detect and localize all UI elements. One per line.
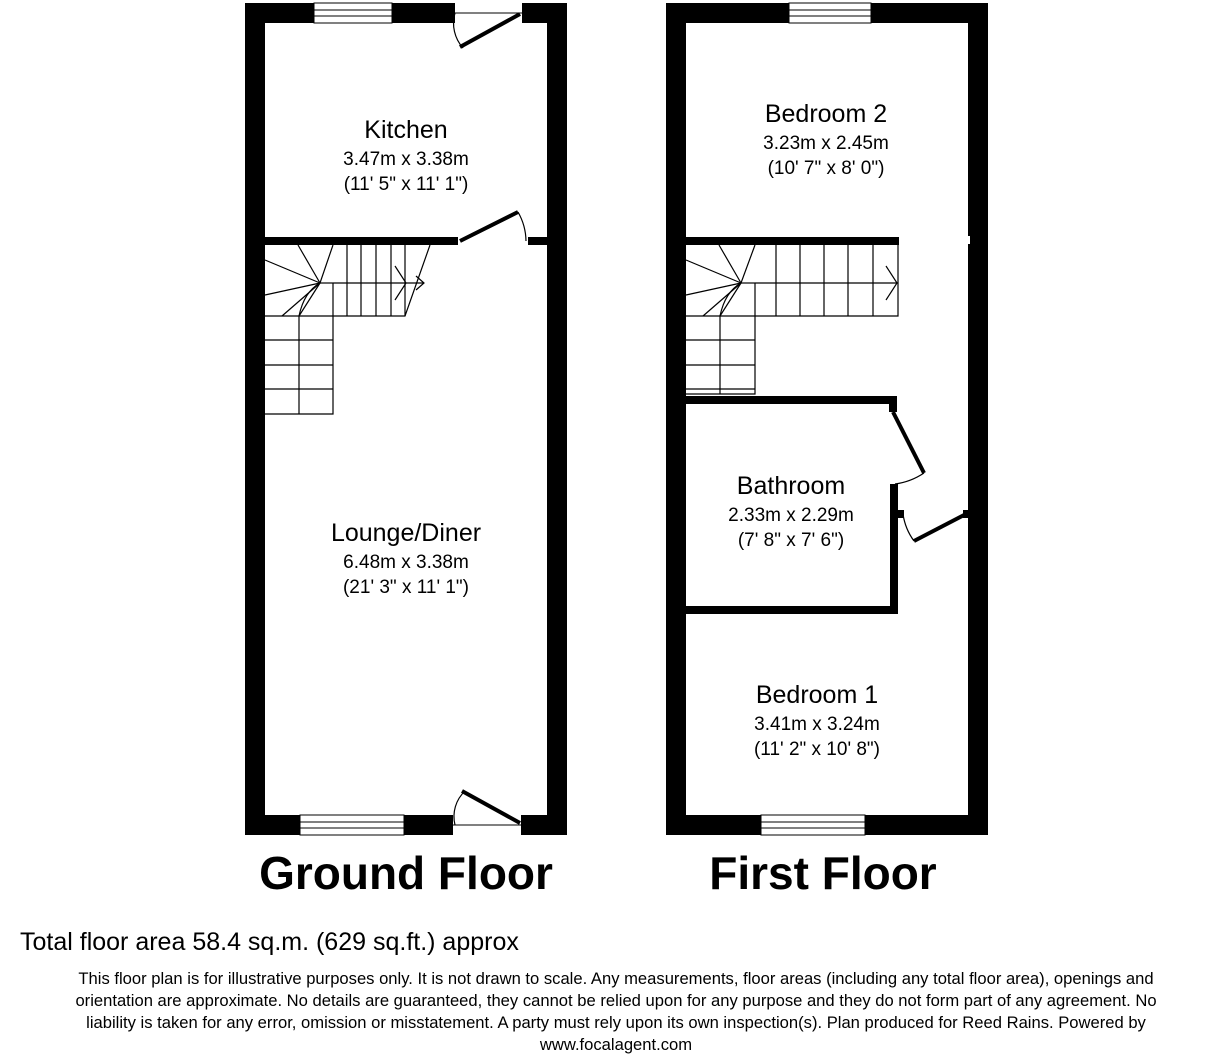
room-name: Bedroom 2 xyxy=(764,100,888,128)
door-kitchen-rear xyxy=(454,3,522,48)
room-dimensions-metric: 2.33m x 2.29m xyxy=(728,505,854,526)
room-dimensions-imperial: (21' 3" x 11' 1") xyxy=(342,577,470,598)
room-dimensions-metric: 3.23m x 2.45m xyxy=(763,133,889,154)
room-label-kitchen xyxy=(343,116,469,195)
floor-title-ground: Ground Floor xyxy=(259,847,553,899)
room-name: Lounge/Diner xyxy=(330,519,482,547)
room-label-bedroom-2 xyxy=(763,100,889,179)
room-dimensions-imperial: (7' 8" x 7' 6") xyxy=(737,530,845,551)
disclaimer-line: orientation are approximate. No details are guaranteed, they cannot be relied upon for any purpose and they do not form part of any agreement. No xyxy=(75,991,1157,1010)
room-name: Bedroom 1 xyxy=(755,681,879,709)
door-bathroom xyxy=(893,412,924,484)
staircase-first xyxy=(686,245,898,394)
room-dimensions-metric: 3.41m x 3.24m xyxy=(754,714,880,735)
disclaimer-line: This floor plan is for illustrative purposes only. It is not drawn to scale. Any measurements, floor areas (including any total floor area), openings and xyxy=(78,969,1154,988)
disclaimer xyxy=(0,968,1232,1056)
room-dimensions-metric: 3.47m x 3.38m xyxy=(343,149,469,170)
disclaimer-link[interactable]: www.focalagent.com xyxy=(539,1035,693,1054)
door-kitchen-internal xyxy=(460,212,526,241)
disclaimer-line: liability is taken for any error, omission or misstatement. A party must rely upon its own inspection(s). Plan produced for Reed Rains. Powered by xyxy=(86,1013,1146,1032)
staircase-ground xyxy=(265,245,430,414)
room-dimensions-imperial: (11' 5" x 11' 1") xyxy=(343,174,469,195)
window-kitchen xyxy=(314,3,392,23)
room-dimensions-imperial: (10' 7" x 8' 0") xyxy=(767,158,885,179)
door-bedroom-1 xyxy=(901,510,966,541)
total-floor-area: Total floor area 58.4 sq.m. (629 sq.ft.) approx xyxy=(20,928,519,956)
room-name: Kitchen xyxy=(364,116,448,144)
window-bedroom-1 xyxy=(761,815,865,835)
room-label-bathroom xyxy=(728,472,854,551)
room-dimensions-imperial: (11' 2" x 10' 8") xyxy=(753,739,881,760)
room-name: Bathroom xyxy=(736,472,846,500)
window-bedroom-2 xyxy=(789,3,871,23)
door-front xyxy=(453,791,521,835)
floor-title-first: First Floor xyxy=(709,847,937,899)
room-label-lounge-diner xyxy=(331,519,481,598)
room-dimensions-metric: 6.48m x 3.38m xyxy=(343,552,469,573)
window-lounge xyxy=(300,815,404,835)
room-label-bedroom-1 xyxy=(754,681,880,760)
